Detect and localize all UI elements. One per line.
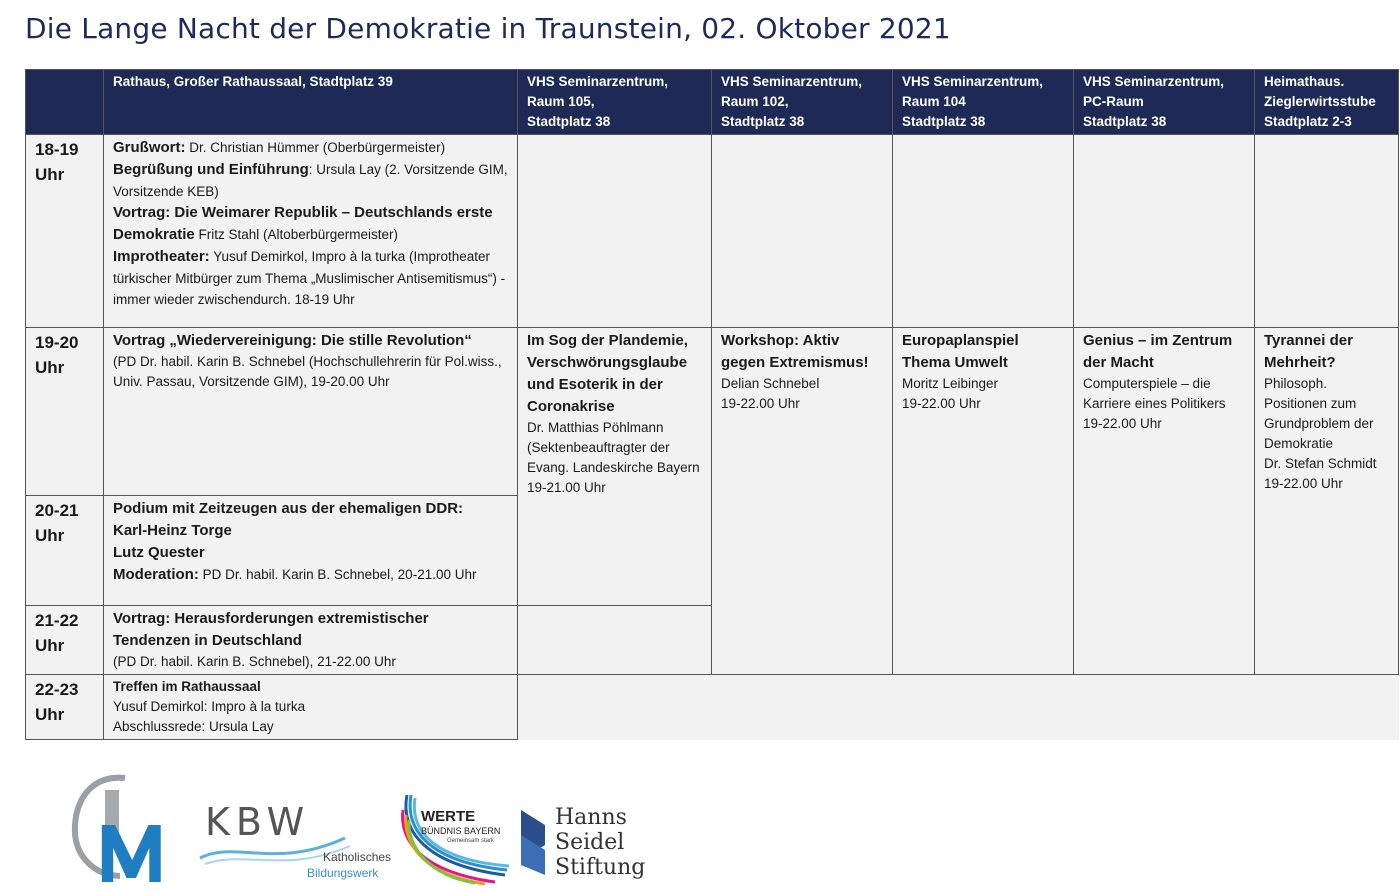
- table-row: [26, 135, 1399, 328]
- program-table: [25, 69, 1399, 740]
- header-raum-104: VHS Seminarzentrum, Raum 104 Stadtplatz 38: [893, 70, 1074, 135]
- werte-tagline: Gemeinsam stark: [447, 838, 495, 844]
- heimathaus-cell: Tyrannei der Mehrheit? Philosoph. Positionen zum Grundproblem der Demokratie Dr. Stefan Schmidt 19-22.00 Uhr: [1255, 328, 1399, 675]
- header-pc-raum: VHS Seminarzentrum, PC-Raum Stadtplatz 38: [1074, 70, 1255, 135]
- table-row: [26, 328, 1399, 496]
- time-cell: 20-21 Uhr: [26, 496, 104, 606]
- werte-subtitle: BÜNDNIS BAYERN: [421, 826, 501, 836]
- raum-102-cell: Workshop: Aktiv gegen Extremismus! Delian Schnebel 19-22.00 Uhr: [712, 328, 893, 675]
- sponsor-logos: [65, 770, 665, 885]
- header-raum-102: VHS Seminarzentrum, Raum 102, Stadtplatz 38: [712, 70, 893, 135]
- rathaus-cell-18: Grußwort: Dr. Christian Hümmer (Oberbürgermeister) Begrüßung und Einführung: Ursula Lay (2. Vorsitzende GIM, Vorsitzende KEB) Vortrag: Die Weimarer Republik – Deutschlands erste Demokratie Fritz Stahl (Altoberbürgermeister) Improtheater: Yusuf Demirkol, Impro à la turka (Improtheater türkischer Mitbürger zum Thema „Muslimischer Antisemitismus“) - immer wieder zwischendurch. 18-19 Uhr: [104, 135, 518, 328]
- hss-logo: [515, 805, 665, 885]
- empty-cell: [518, 675, 1399, 740]
- table-row: [26, 675, 1399, 740]
- kbw-subtitle-2: Bildungswerk: [307, 866, 379, 880]
- raum-105-cell: Im Sog der Plandemie, Verschwörungsglaube und Esoterik in der Coronakrise Dr. Matthias Pöhlmann (Sektenbeauftragter der Evang. Landeskirche Bayern 19-21.00 Uhr: [518, 328, 712, 606]
- rathaus-cell-21: Vortrag: Herausforderungen extremistischer Tendenzen in Deutschland (PD Dr. habil. Karin B. Schnebel), 21-22.00 Uhr: [104, 606, 518, 675]
- empty-cell: [518, 135, 712, 328]
- header-time: [26, 70, 104, 135]
- hss-wordmark: Hanns Seidel Stiftung: [555, 805, 646, 880]
- page-title: Die Lange Nacht der Demokratie in Traunstein, 02. Oktober 2021: [25, 12, 951, 45]
- raum-104-cell: Europaplanspiel Thema Umwelt Moritz Leibinger 19-22.00 Uhr: [893, 328, 1074, 675]
- empty-cell: [518, 606, 712, 675]
- time-cell: 19-20 Uhr: [26, 328, 104, 496]
- gim-logo: [65, 770, 170, 885]
- kbw-logo: [195, 800, 395, 885]
- empty-cell: [712, 135, 893, 328]
- time-cell: 21-22 Uhr: [26, 606, 104, 675]
- kbw-wordmark: KBW: [205, 800, 311, 844]
- hss-emblem-icon: [515, 805, 551, 880]
- empty-cell: [1074, 135, 1255, 328]
- header-raum-105: VHS Seminarzentrum, Raum 105, Stadtplatz 38: [518, 70, 712, 135]
- werte-buendnis-logo: [395, 790, 520, 885]
- header-heimathaus: Heimathaus. Zieglerwirtsstube Stadtplatz 2-3: [1255, 70, 1399, 135]
- pc-raum-cell: Genius – im Zentrum der Macht Computerspiele – die Karriere eines Politikers 19-22.00 Uhr: [1074, 328, 1255, 675]
- rathaus-cell-22: Treffen im Rathaussaal Yusuf Demirkol: Impro à la turka Abschlussrede: Ursula Lay: [104, 675, 518, 740]
- empty-cell: [1255, 135, 1399, 328]
- time-cell: 22-23 Uhr: [26, 675, 104, 740]
- svg-text:GIM: GIM: [65, 770, 67, 771]
- kbw-subtitle-1: Katholisches: [323, 850, 392, 864]
- header-row: [26, 70, 1399, 135]
- werte-title: WERTE: [421, 808, 476, 825]
- header-rathaus: Rathaus, Großer Rathaussaal, Stadtplatz 39: [104, 70, 518, 135]
- rathaus-cell-20: Podium mit Zeitzeugen aus der ehemaligen DDR: Karl-Heinz Torge Lutz Quester Moderation: PD Dr. habil. Karin B. Schnebel, 20-21.00 Uhr: [104, 496, 518, 606]
- time-cell: 18-19 Uhr: [26, 135, 104, 328]
- rathaus-cell-19: Vortrag „Wiedervereinigung: Die stille Revolution“ (PD Dr. habil. Karin B. Schnebel (Hochschullehrerin für Pol.wiss., Univ. Passau, Vorsitzende GIM), 19-20.00 Uhr: [104, 328, 518, 496]
- empty-cell: [893, 135, 1074, 328]
